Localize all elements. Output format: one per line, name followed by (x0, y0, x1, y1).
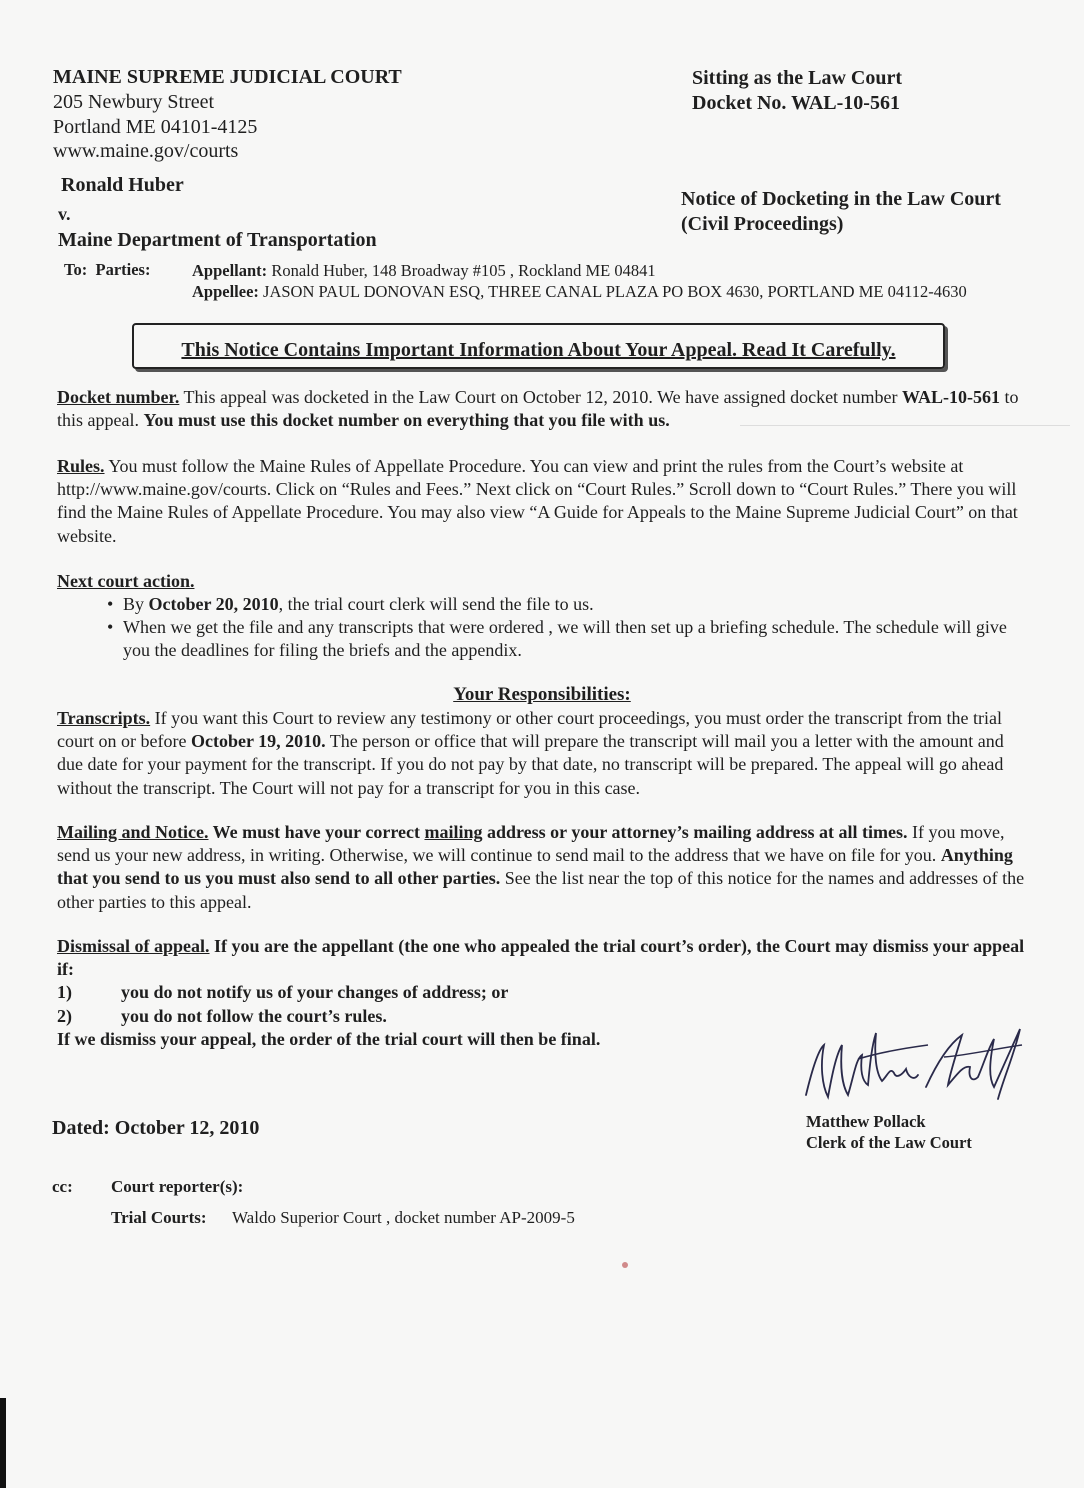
cc-trial-courts-label: Trial Courts: (111, 1208, 207, 1227)
docket-header (692, 66, 902, 115)
responsibilities-heading: Your Responsibilities: (453, 684, 631, 705)
bullet-icon: • (107, 617, 114, 638)
mailing-text: If you move, send us your new address, in writing. Otherwise, we will continue to send mail to the address that we have on file for you. (57, 822, 1005, 866)
handwritten-signature (798, 1015, 1028, 1110)
transcripts-heading: Transcripts. (57, 708, 151, 728)
transcripts-section (57, 707, 1032, 800)
dismissal-closing: If we dismiss your appeal, the order of the trial court will then be final. (57, 1028, 601, 1049)
item-number: 1) (57, 982, 72, 1003)
notice-title-line1: Notice of Docketing in the Law Court (681, 188, 1001, 210)
mailing-section (57, 821, 1032, 914)
rules-text: You must follow the Maine Rules of Appellate Procedure. You can view and print the rules from the Court’s website at http://www.maine.gov/courts. Click on “Rules and Fees.” Next click on “Court Rules.” Scroll down to “Court Rules.” There you will find the Maine Rules of Appellate Procedure. You may also view “A Guide for Appeals to the Maine Supreme Judicial Court” on that website. (57, 456, 1018, 546)
list-item (107, 593, 1032, 616)
docket-instruction: You must use this docket number on everything that you file with us. (143, 410, 670, 431)
address-street: 205 Newbury Street (53, 91, 215, 113)
parties-label: Parties: (95, 260, 151, 279)
court-name: MAINE SUPREME JUDICIAL COURT (53, 66, 402, 88)
list-item (107, 616, 1032, 662)
bullet1-post: , the trial court clerk will send the file to us. (278, 594, 594, 614)
scan-edge-mark (0, 1398, 6, 1488)
item-number: 2) (57, 1005, 72, 1026)
cc-trial-courts-value: Waldo Superior Court , docket number AP-2009-5 (232, 1208, 575, 1227)
dismissal-intro-line (57, 935, 1032, 981)
parties-list (192, 260, 967, 302)
mailing-bold-1: We must have your correct (208, 822, 425, 842)
rules-heading: Rules. (57, 456, 105, 476)
docket-number-header: Docket No. WAL-10-561 (692, 91, 900, 114)
signer-title: Clerk of the Law Court (806, 1133, 972, 1152)
address-city: Portland ME 04101-4125 (53, 115, 258, 138)
appellee-label: Appellee: (192, 282, 259, 301)
mailing-bold-3: Anything that you send to us you must also send to all other parties. (57, 845, 1013, 889)
mailing-text-2: See the list near the top of this notice for the names and addresses of the other parties to this appeal. (57, 868, 1025, 912)
court-website: www.maine.gov/courts (53, 140, 239, 162)
appellant-label: Appellant: (192, 261, 268, 280)
transcripts-deadline: October 19, 2010. (190, 731, 326, 752)
bullet-icon: • (107, 594, 114, 614)
next-action-heading: Next court action. (57, 571, 195, 591)
appellant-value: Ronald Huber, 148 Broadway #105 , Rockland ME 04841 (271, 261, 656, 280)
transcripts-text: If you want this Court to review any testimony or other court proceedings, you must order the transcript from the trial court on or before (57, 708, 1002, 752)
sitting-label: Sitting as the Law Court (692, 67, 903, 89)
versus-label: v. (58, 204, 71, 224)
next-action-list (107, 593, 1032, 663)
mailing-heading: Mailing and Notice. (57, 822, 209, 842)
to-parties-label (64, 260, 150, 280)
docket-text: This appeal was docketed in the Law Court on October 12, 2010. We have assigned docket number (179, 387, 903, 407)
docket-number: WAL-10-561 (902, 387, 1001, 407)
mailing-bold-2: address or your attorney’s mailing address at all times. (482, 822, 908, 842)
signer-block (806, 1111, 972, 1153)
item-text: you do not notify us of your changes of address; or (121, 982, 509, 1003)
bullet1-date: October 20, 2010 (148, 594, 279, 614)
court-address (53, 90, 257, 164)
cc-label: cc: (52, 1177, 73, 1196)
dated-line: Dated: October 12, 2010 (52, 1117, 260, 1139)
notice-title-line2: (Civil Proceedings) (681, 213, 844, 235)
mailing-bold-underlined: mailing (424, 822, 483, 842)
to-label: To: (64, 260, 88, 279)
important-notice-banner: This Notice Contains Important Information About Your Appeal. Read It Carefully. (132, 323, 945, 369)
party-appellant-name: Ronald Huber (61, 174, 184, 196)
paper-speck (622, 1262, 628, 1268)
bullet1-pre: By (123, 594, 149, 614)
signer-name: Matthew Pollack (806, 1112, 926, 1131)
appellant-line (192, 260, 967, 281)
transcripts-text-2: The person or office that will prepare the transcript will mail you a letter with the amount and due date for your payment for the transcript. If you do not pay by that date, no transcript will be prepared. The appeal will go ahead without the transcript. The Court will not pay for a transcript for you in this case. (57, 731, 1004, 798)
party-appellee-name: Maine Department of Transportation (58, 229, 377, 251)
cc-reporters: Court reporter(s): (111, 1177, 244, 1196)
appellee-value: JASON PAUL DONOVAN ESQ, THREE CANAL PLAZA PO BOX 4630, PORTLAND ME 04112-4630 (263, 282, 967, 301)
rules-section (57, 455, 1032, 548)
notice-title (681, 187, 1001, 237)
item-text: you do not follow the court’s rules. (121, 1005, 387, 1026)
list-item (57, 981, 1032, 1004)
paper-fold-line (740, 425, 1070, 426)
docket-heading: Docket number. (57, 387, 180, 407)
bullet2-text: When we get the file and any transcripts that were ordered , we will then set up a briefing schedule. The schedule will give you the deadlines for filing the briefs and the appendix. (123, 617, 1007, 661)
dismissal-heading: Dismissal of appeal. (57, 936, 210, 956)
docket-text-2: to this appeal. (57, 387, 1019, 431)
dismissal-intro: If you are the appellant (the one who appealed the trial court’s order), the Court may dismiss your appeal if: (57, 936, 1025, 980)
appellee-line (192, 281, 967, 302)
